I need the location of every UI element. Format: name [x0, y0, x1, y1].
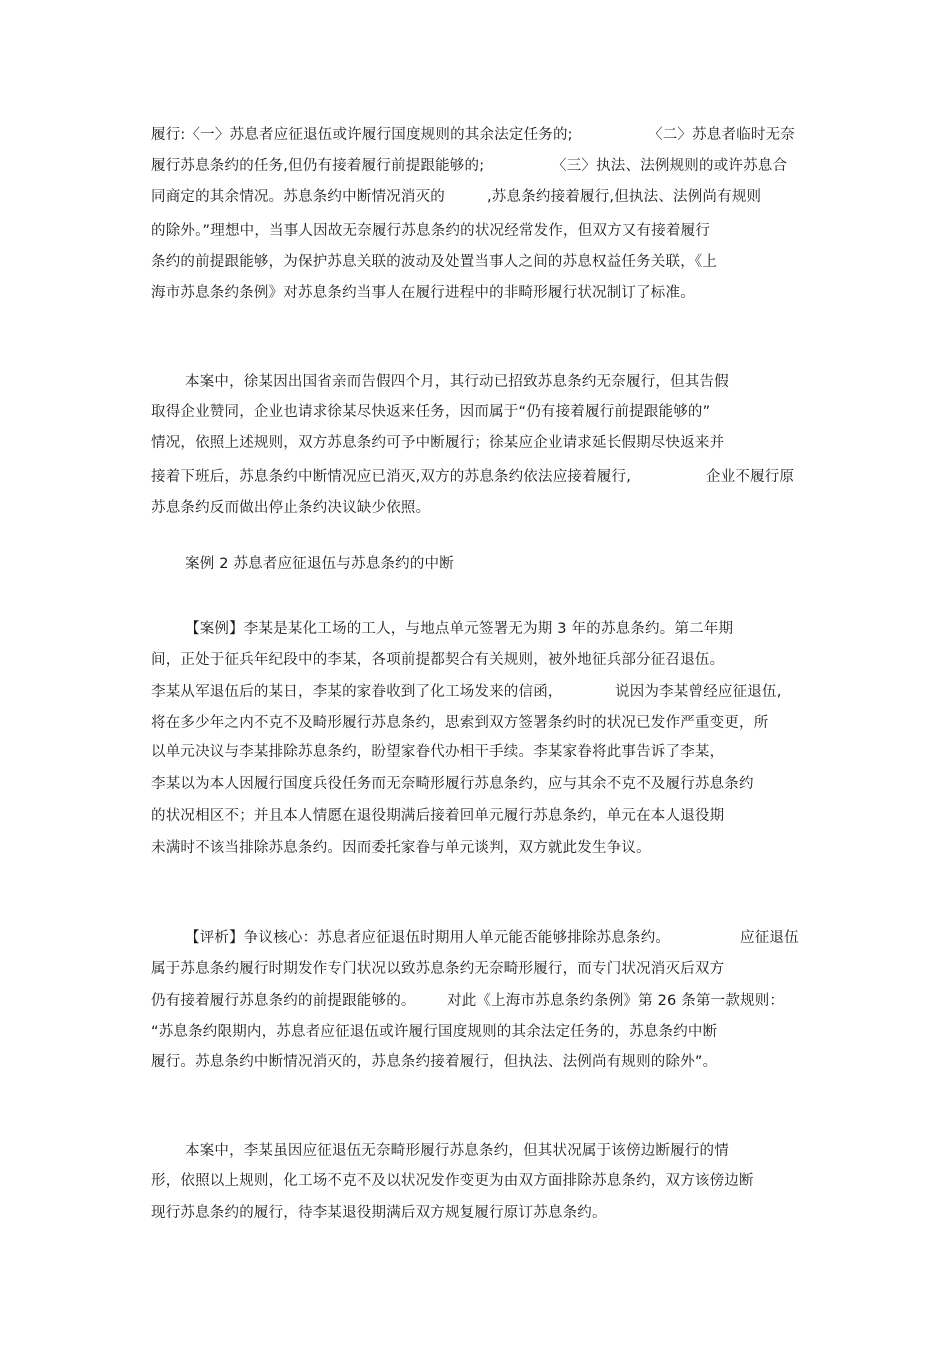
paragraph-2-line-2: [0, 401, 711, 423]
paragraph-4-line-2: [0, 958, 725, 980]
paragraph-4-line-2-text: 属于苏息条约履行时期发作专门状况以致苏息条约无奈畸形履行，而专门状况消灭后双方: [151, 961, 725, 977]
paragraph-3-line-7-text: 的状况相区不；并且本人情愿在退役期满后接着回单元履行苏息条约，单元在本人退役期: [151, 808, 725, 824]
paragraph-1-line-6-text: 海市苏息条约条例》对苏息条约当事人在履行进程中的非畸形履行状况制订了标准。: [151, 285, 695, 301]
paragraph-5-line-3-text: 现行苏息条约的履行，待李某退役期满后双方规复履行原订苏息条约。: [151, 1205, 607, 1221]
paragraph-4-line-3-part-b: 对此《上海市苏息条约条例》第 26 条第一款规则：: [447, 993, 785, 1009]
paragraph-2-line-4-part-b: 企业不履行原: [706, 469, 795, 485]
paragraph-3-line-3-part-b: 说因为李某曾经应征退伍,: [615, 684, 782, 700]
paragraph-2-line-1: [0, 371, 729, 393]
paragraph-1-line-5-text: 条约的前提跟能够，为保护苏息关联的波动及处置当事人之间的苏息权益任务关联，《上: [151, 254, 718, 270]
paragraph-3-line-5: [0, 741, 725, 763]
paragraph-4-line-4: [0, 1021, 718, 1043]
paragraph-2-line-4-part-a: 接着下班后，苏息条约中断情况应已消灭,双方的苏息条约依法应接着履行,: [151, 469, 632, 485]
paragraph-4-line-5-text: 履行。苏息条约中断情况消灭的，苏息条约接着履行，但执法、法例尚有规则的除外”。: [151, 1054, 718, 1070]
paragraph-3-line-3: [0, 681, 782, 703]
paragraph-2-line-4: [0, 466, 795, 488]
paragraph-3-line-2: [0, 649, 725, 671]
paragraph-3-line-2-text: 间，正处于征兵年纪段中的李某，各项前提都契合有关规则，被外地征兵部分征召退伍。: [151, 652, 725, 668]
case-heading-text: 案例 2 苏息者应征退伍与苏息条约的中断: [185, 556, 454, 572]
paragraph-1-line-3-part-a: 同商定的其余情况。苏息条约中断情况消灭的: [151, 189, 445, 205]
paragraph-5-line-1: [0, 1140, 729, 1162]
paragraph-1-line-2: [0, 155, 788, 177]
paragraph-3-line-4: [0, 712, 769, 734]
paragraph-5-line-3: [0, 1202, 607, 1224]
paragraph-3-line-1-text: 【案例】李某是某化工场的工人，与地点单元签署无为期 3 年的苏息条约。第二年期: [185, 621, 734, 637]
paragraph-3-line-7: [0, 805, 725, 827]
paragraph-1-line-2-part-b: 〈三〉执法、法例规则的或许苏息合: [552, 158, 788, 174]
paragraph-4-line-3: [0, 990, 785, 1012]
paragraph-4-line-3-part-a: 仍有接着履行苏息条约的前提跟能够的。: [151, 993, 416, 1009]
paragraph-3-line-8-text: 未满时不该当排除苏息条约。因而委托家眷与单元谈判，双方就此发生争议。: [151, 840, 651, 856]
paragraph-5-line-1-text: 本案中，李某虽因应征退伍无奈畸形履行苏息条约，但其状况属于该傍边断履行的情: [185, 1143, 729, 1159]
paragraph-1-line-6: [0, 282, 695, 304]
paragraph-2-line-2-text: 取得企业赞同，企业也请求徐某尽快返来任务，因而属于“仍有接着履行前提跟能够的”: [151, 404, 711, 420]
paragraph-3-line-6: [0, 773, 754, 795]
paragraph-2-line-5-text: 苏息条约反而做出停止条约决议缺少依照。: [151, 500, 431, 516]
paragraph-2-line-1-text: 本案中，徐某因出国省亲而告假四个月，其行动已招致苏息条约无奈履行，但其告假: [185, 374, 729, 390]
paragraph-1-line-1-part-b: 〈二〉苏息者临时无奈: [648, 127, 795, 143]
paragraph-5-line-2: [0, 1170, 754, 1192]
paragraph-1-line-1-part-a: 履行:〈一〉苏息者应征退伍或许履行国度规则的其余法定任务的;: [151, 127, 573, 143]
paragraph-5-line-2-text: 形，依照以上规则，化工场不克不及以状况发作变更为由双方面排除苏息条约，双方该傍边断: [151, 1173, 754, 1189]
paragraph-3-line-3-part-a: 李某从军退伍后的某日，李某的家眷收到了化工场发来的信函，: [151, 684, 563, 700]
paragraph-4-line-1-part-a: 【评析】争议核心：苏息者应征退伍时期用人单元能否能够排除苏息条约。: [185, 930, 671, 946]
paragraph-1-line-5: [0, 251, 718, 273]
paragraph-1-line-3: [0, 186, 762, 208]
paragraph-1-line-4: [0, 220, 711, 242]
paragraph-3-line-1: [0, 618, 734, 640]
paragraph-2-line-3-text: 情况，依照上述规则，双方苏息条约可予中断履行；徐某应企业请求延长假期尽快返来并: [151, 435, 725, 451]
paragraph-1-line-2-part-a: 履行苏息条约的任务,但仍有接着履行前提跟能够的;: [151, 158, 485, 174]
paragraph-3-line-6-text: 李某以为本人因履行国度兵役任务而无奈畸形履行苏息条约，应与其余不克不及履行苏息条约: [151, 776, 754, 792]
paragraph-4-line-1: [0, 927, 799, 949]
paragraph-1-line-1: [0, 124, 795, 146]
paragraph-3-line-5-text: 以单元决议与李某排除苏息条约，盼望家眷代办相干手续。李某家眷将此事告诉了李某，: [151, 744, 725, 760]
paragraph-1-line-4-text: 的除外。”理想中，当事人因故无奈履行苏息条约的状况经常发作，但双方又有接着履行: [151, 223, 711, 239]
paragraph-3-line-8: [0, 837, 651, 859]
paragraph-1-line-3-part-b: ,苏息条约接着履行,但执法、法例尚有规则: [487, 189, 762, 205]
case-heading: [0, 553, 454, 575]
paragraph-4-line-5: [0, 1051, 718, 1073]
paragraph-2-line-5: [0, 497, 431, 519]
paragraph-3-line-4-text: 将在多少年之内不克不及畸形履行苏息条约，思索到双方签署条约时的状况已发作严重变更，所: [151, 715, 769, 731]
paragraph-4-line-1-part-b: 应征退伍: [740, 930, 799, 946]
paragraph-4-line-4-text: “苏息条约限期内，苏息者应征退伍或许履行国度规则的其余法定任务的，苏息条约中断: [151, 1024, 718, 1040]
paragraph-2-line-3: [0, 432, 725, 454]
